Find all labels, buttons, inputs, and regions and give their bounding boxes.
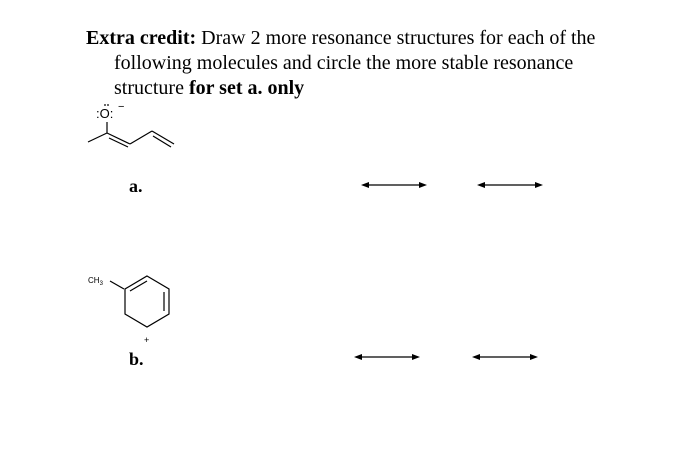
six-membered-ring — [125, 276, 169, 327]
bond-c2-c3 — [130, 131, 152, 144]
instructions — [86, 26, 686, 101]
negative-charge: − — [118, 101, 125, 113]
instructions-line-3 — [86, 76, 686, 101]
instructions-text-1: Draw 2 more resonance structures for each of the — [196, 27, 596, 49]
resonance-arrow-a-2 — [477, 180, 543, 190]
instructions-text-3: structure — [114, 77, 189, 99]
resonance-arrow-b-1 — [354, 352, 420, 362]
instructions-line-2: following molecules and circle the more stable resonance — [114, 52, 574, 74]
oxygen-atom-label: :O: — [96, 106, 114, 121]
lone-pair-dot — [104, 104, 106, 106]
bond-methyl — [88, 133, 107, 142]
ring-double-bond-top — [130, 281, 147, 291]
bond-c1-c2-second — [109, 138, 128, 147]
resonance-arrow-b-2 — [472, 352, 538, 362]
bond-c3-c4-second — [153, 136, 171, 147]
lone-pair-dot — [107, 104, 109, 106]
resonance-arrow-a-1 — [361, 180, 427, 190]
molecule-b — [85, 270, 185, 350]
problem-b-label: b. — [129, 349, 144, 369]
set-a-only-emphasis: for set a. only — [188, 77, 305, 99]
molecule-a — [80, 100, 190, 160]
instructions-line-1 — [86, 26, 686, 51]
extra-credit-label: Extra credit: — [86, 27, 197, 49]
methyl-label: $CH_3$ — [88, 276, 103, 287]
problem-a-label: a. — [129, 176, 143, 196]
positive-charge: + — [144, 335, 150, 345]
bond-methyl — [110, 281, 124, 289]
